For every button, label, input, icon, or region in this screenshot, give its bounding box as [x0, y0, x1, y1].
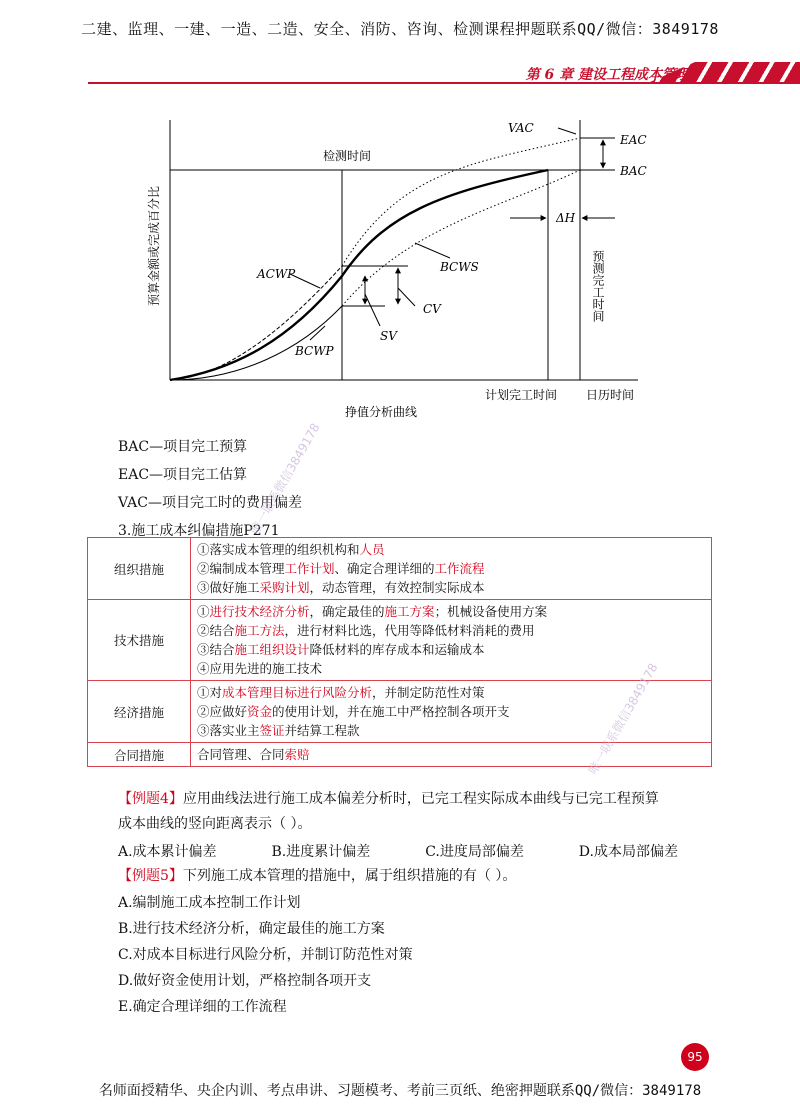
watermark-2: 唯一联系微信3849178 — [585, 660, 661, 777]
forecast-finish-label: 预测完工时间 — [591, 250, 605, 322]
upper-band — [342, 138, 580, 266]
label-cv: CV — [423, 302, 441, 316]
measure-line — [197, 659, 705, 678]
measures-row — [88, 538, 712, 600]
measures-row — [88, 600, 712, 681]
measure-text: ②结合 — [197, 623, 235, 638]
check-time-label: 检测时间 — [323, 149, 372, 163]
def-eac: EAC—项目完工估算 — [118, 467, 248, 483]
question-4-options — [118, 841, 678, 861]
q5-option-b: B.进行技术经济分析，确定最佳的施工方案 — [118, 921, 385, 937]
measure-line — [197, 745, 705, 764]
question-5-stem: 下列施工成本管理的措施中，属于组织措施的有（ ）。 — [182, 868, 517, 884]
measure-text: ②编制成本管理 — [197, 561, 285, 576]
highlight-text: 索赔 — [284, 747, 310, 762]
measure-line — [197, 640, 705, 659]
chapter-title: 第 6 章 建设工程成本管理 — [525, 67, 690, 83]
question-4-line1: 应用曲线法进行施工成本偏差分析时，已完工程实际成本曲线与已完工程预算 — [182, 791, 659, 807]
measure-category: 技术措施 — [88, 600, 191, 681]
chapter-rule — [88, 82, 800, 84]
measure-text: ，并制定防范性对策 — [372, 685, 485, 700]
highlight-text: 工作流程 — [434, 561, 485, 576]
measure-line — [197, 602, 705, 621]
measure-items — [191, 600, 712, 681]
measure-text: ②应做好 — [197, 704, 248, 719]
measure-text: ③落实业主 — [197, 723, 260, 738]
highlight-text: 签证 — [259, 723, 285, 738]
measure-text: 并结算工程款 — [284, 723, 360, 738]
measure-text: 、确定合理详细的 — [334, 561, 435, 576]
measure-text: ①落实成本管理的组织机构和 — [197, 542, 360, 557]
q4-option-b: B.进度累计偏差 — [271, 844, 371, 860]
calendar-time-label: 日历时间 — [586, 388, 635, 402]
label-bac: BAC — [620, 164, 647, 178]
highlight-text: 采购计划 — [259, 580, 310, 595]
question-5 — [118, 865, 516, 885]
question-4-tag: 【例题4】 — [118, 791, 183, 807]
measure-text: 降低材料的库存成本和运输成本 — [309, 642, 485, 657]
vac-leader — [558, 128, 576, 134]
measure-category: 经济措施 — [88, 681, 191, 743]
bottom-banner: 名师面授精华、央企内训、考点串讲、习题模考、考前三页纸、绝密押题联系QQ/微信：3849178 — [98, 1083, 702, 1099]
highlight-text: 人员 — [359, 542, 385, 557]
q5-option-c: C.对成本目标进行风险分析，并制订防范性对策 — [118, 947, 413, 963]
highlight-text: 资金 — [247, 704, 273, 719]
highlight-text: 施工组织设计 — [234, 642, 310, 657]
measure-text: 合同管理、合同 — [197, 747, 285, 762]
measure-text: ，确定最佳的 — [309, 604, 385, 619]
label-acwp: ACWP — [257, 267, 296, 281]
top-banner: 二建、监理、一建、一造、二造、安全、消防、咨询、检测课程押题联系QQ/微信：3849178 — [81, 20, 719, 38]
bcwp-curve — [170, 306, 342, 380]
measure-line — [197, 578, 705, 597]
page-number: 95 — [681, 1043, 709, 1071]
acwp-curve — [170, 266, 342, 380]
measure-text: ③做好施工 — [197, 580, 260, 595]
cv-leader — [398, 288, 415, 306]
highlight-text: 工作计划 — [284, 561, 335, 576]
question-4-line2: 成本曲线的竖向距离表示（ ）。 — [118, 816, 312, 832]
highlight-text: 施工方案 — [384, 604, 435, 619]
measure-items — [191, 538, 712, 600]
q4-option-a: A.成本累计偏差 — [118, 844, 217, 860]
measure-line — [197, 540, 705, 559]
measure-text: ③结合 — [197, 642, 235, 657]
measures-row — [88, 743, 712, 767]
measure-category: 合同措施 — [88, 743, 191, 767]
bcws-curve — [170, 170, 548, 380]
bcws-leader — [415, 243, 450, 258]
question-5-tag: 【例题5】 — [118, 868, 183, 884]
watermark-1: 唯一联系微信3849178 — [247, 420, 323, 537]
label-sv: SV — [380, 329, 397, 343]
q4-option-c: C.进度局部偏差 — [425, 844, 524, 860]
section-heading: 3.施工成本纠偏措施P271 — [118, 523, 280, 539]
highlight-text: 施工方法 — [234, 623, 285, 638]
x-caption: 挣值分析曲线 — [345, 405, 418, 419]
measure-text: ④应用先进的施工技术 — [197, 661, 323, 676]
measure-line — [197, 621, 705, 640]
label-eac: EAC — [620, 133, 647, 147]
measure-text: ①对 — [197, 685, 223, 700]
label-bcwp: BCWP — [295, 344, 334, 358]
lower-band — [342, 170, 580, 306]
def-vac: VAC—项目完工时的费用偏差 — [118, 495, 302, 511]
highlight-text: 进行技术经济分析 — [209, 604, 310, 619]
planned-finish-label: 计划完工时间 — [485, 388, 558, 402]
highlight-text: 成本管理目标进行风险分析 — [222, 685, 373, 700]
measure-category: 组织措施 — [88, 538, 191, 600]
label-bcws: BCWS — [440, 260, 479, 274]
q4-option-d: D.成本局部偏差 — [578, 844, 678, 860]
label-vac: VAC — [508, 121, 534, 135]
label-dh: ΔH — [556, 211, 576, 225]
measure-line — [197, 559, 705, 578]
y-axis-label: 预算金额或完成百分比 — [147, 185, 161, 306]
measure-text: ，进行材料比选，代用等降低材料消耗的费用 — [284, 623, 535, 638]
measure-text: ，动态管理，有效控制实际成本 — [309, 580, 485, 595]
measure-text: ① — [197, 604, 210, 619]
measure-text: 的使用计划，并在施工中严格控制各项开支 — [272, 704, 510, 719]
q5-option-a: A.编制施工成本控制工作计划 — [118, 895, 301, 911]
measure-text: ；机械设备使用方案 — [434, 604, 548, 619]
sv-leader — [365, 294, 380, 326]
question-4 — [118, 788, 659, 808]
measure-items — [191, 743, 712, 767]
earned-value-diagram — [140, 108, 660, 426]
def-bac: BAC—项目完工预算 — [118, 439, 248, 455]
q5-option-d: D.做好资金使用计划，严格控制各项开支 — [118, 973, 372, 989]
chapter-header — [88, 62, 800, 84]
q5-option-e: E.确定合理详细的工作流程 — [118, 999, 287, 1015]
